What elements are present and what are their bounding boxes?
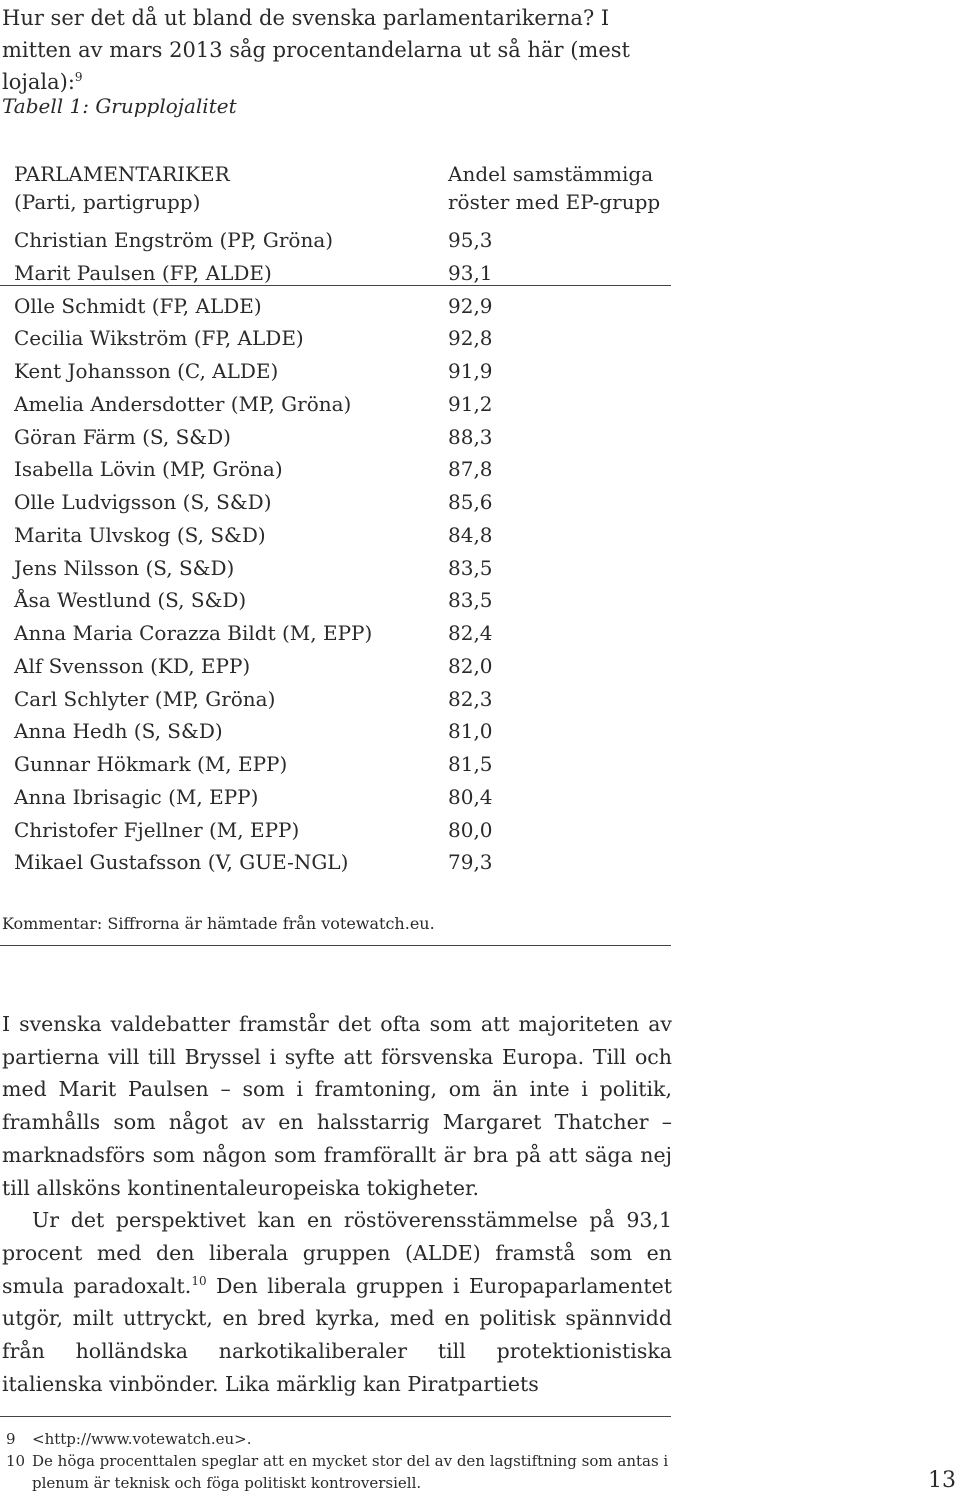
- header-parliamentarian: [14, 160, 230, 216]
- row-value: 83,5: [448, 588, 493, 613]
- row-name: Göran Färm (S, S&D): [14, 424, 231, 449]
- header-share: [448, 160, 688, 216]
- row-value: 81,5: [448, 752, 493, 776]
- header-right-line2: röster med EP-grupp: [448, 190, 661, 214]
- row-name: Isabella Lövin (MP, Gröna): [14, 457, 283, 482]
- row-name: Anna Hedh (S, S&D): [14, 719, 223, 744]
- footnote-ref-9[interactable]: 9: [74, 70, 83, 84]
- row-value: 92,8: [448, 326, 493, 351]
- footnote-10: [6, 1450, 676, 1494]
- row-name: Olle Ludvigsson (S, S&D): [14, 490, 272, 514]
- header-left-line2: (Parti, partigrupp): [14, 190, 201, 214]
- body-paragraph-2: [2, 1204, 672, 1400]
- table-row: [14, 355, 674, 388]
- row-value: 83,5: [448, 555, 493, 580]
- row-value: 95,3: [448, 228, 493, 252]
- row-value: 82,0: [448, 653, 493, 678]
- table-row: [14, 224, 674, 257]
- row-name: Christofer Fjellner (M, EPP): [14, 817, 300, 842]
- table-row: [14, 421, 674, 454]
- comment-rule: [0, 945, 671, 946]
- footnotes: [6, 1428, 676, 1494]
- table-row: [14, 290, 674, 323]
- footnote-number: 10: [6, 1452, 26, 1470]
- table-row: [14, 748, 674, 781]
- row-value: 80,0: [448, 817, 493, 842]
- row-value: 91,2: [448, 391, 493, 416]
- header-left-line1: PARLAMENTARIKER: [14, 162, 230, 186]
- row-name: Amelia Andersdotter (MP, Gröna): [14, 391, 352, 416]
- row-value: 84,8: [448, 522, 493, 547]
- row-name: Anna Maria Corazza Bildt (M, EPP): [14, 621, 373, 645]
- row-value: 93,1: [448, 260, 493, 285]
- row-name: Gunnar Hökmark (M, EPP): [14, 752, 288, 776]
- row-name: Cecilia Wikström (FP, ALDE): [14, 326, 304, 351]
- row-value: 80,4: [448, 784, 493, 809]
- row-value: 82,3: [448, 686, 493, 711]
- table-body: [14, 224, 674, 879]
- body-paragraph-1: I svenska valdebatter framstår det ofta som att majoriteten av partierna vill till Bryssel i syfte att försvenska Europa. Till och med Marit Paulsen – som i framtoning, om än inte i politik, framhålls som något av en halsstarrig Margaret Thatcher – marknadsförs som någon som framförallt är bra på att säga nej till allsköns kontinentaleuropeiska tokigheter.: [2, 1012, 672, 1200]
- row-name: Christian Engström (PP, Gröna): [14, 228, 334, 252]
- row-value: 82,4: [448, 621, 493, 645]
- table-row: [14, 617, 674, 650]
- row-name: Mikael Gustafsson (V, GUE-NGL): [14, 850, 349, 875]
- row-name: Jens Nilsson (S, S&D): [14, 555, 235, 580]
- table-row: [14, 683, 674, 716]
- row-value: 87,8: [448, 457, 493, 482]
- table-row: [14, 257, 674, 290]
- row-name: Anna Ibrisagic (M, EPP): [14, 784, 259, 809]
- table-row: [14, 486, 674, 519]
- table-comment: Kommentar: Siffrorna är hämtade från votewatch.eu.: [2, 914, 435, 933]
- row-name: Kent Johansson (C, ALDE): [14, 359, 279, 383]
- paragraph-2-part2: Den liberala gruppen i Europaparlamentet utgör, milt uttryckt, en bred kyrka, med en politisk spännvidd från holländska narkotikaliberaler till protektionistiska italienska vinbönder. Lika märklig kan Piratpartiets: [2, 1273, 672, 1396]
- row-name: Carl Schlyter (MP, Gröna): [14, 686, 276, 711]
- table-row: [14, 519, 674, 552]
- intro-text: Hur ser det då ut bland de svenska parlamentarikerna? I mitten av mars 2013 såg procentandelarna ut så här (mest lojala):: [2, 6, 630, 94]
- row-value: 85,6: [448, 490, 493, 514]
- table-row: [14, 552, 674, 585]
- row-name: Marita Ulvskog (S, S&D): [14, 522, 266, 547]
- row-value: 81,0: [448, 719, 493, 744]
- row-name: Alf Svensson (KD, EPP): [14, 653, 251, 678]
- footnote-ref-10[interactable]: 10: [191, 1273, 207, 1288]
- table-row: [14, 715, 674, 748]
- footnote-rule: [0, 1416, 671, 1417]
- footnote-text: De höga procenttalen speglar att en mycket stor del av den lagstiftning som antas i plenum är teknisk och föga politiskt kontroversiell.: [32, 1452, 669, 1492]
- table-row: [14, 584, 674, 617]
- paragraph-2-part1: Ur det perspektivet kan en röstöverensstämmelse på 93,1 procent med den liberala gruppen (ALDE) framstå som en smula paradoxalt.: [2, 1208, 672, 1298]
- header-right-line1: Andel samstämmiga: [448, 162, 654, 186]
- table-row: [14, 650, 674, 683]
- footnote-number: 9: [6, 1430, 16, 1448]
- row-value: 91,9: [448, 359, 493, 383]
- footnote-link[interactable]: <http://www.votewatch.eu>.: [32, 1430, 252, 1448]
- row-value: 92,9: [448, 293, 493, 318]
- table-row: [14, 388, 674, 421]
- table-row: [14, 814, 674, 847]
- table-row: [14, 322, 674, 355]
- table-row: [14, 781, 674, 814]
- footnote-9: [6, 1428, 676, 1450]
- row-name: Åsa Westlund (S, S&D): [14, 588, 247, 613]
- row-name: Marit Paulsen (FP, ALDE): [14, 260, 272, 285]
- table-row: [14, 846, 674, 879]
- row-value: 88,3: [448, 424, 493, 449]
- body-text: [2, 1008, 672, 1400]
- row-value: 79,3: [448, 850, 493, 875]
- page-number: 13: [928, 1468, 956, 1493]
- intro-paragraph: [2, 2, 674, 98]
- table-row: [14, 453, 674, 486]
- row-name: Olle Schmidt (FP, ALDE): [14, 293, 262, 318]
- table-caption: Tabell 1: Grupplojalitet: [2, 94, 237, 118]
